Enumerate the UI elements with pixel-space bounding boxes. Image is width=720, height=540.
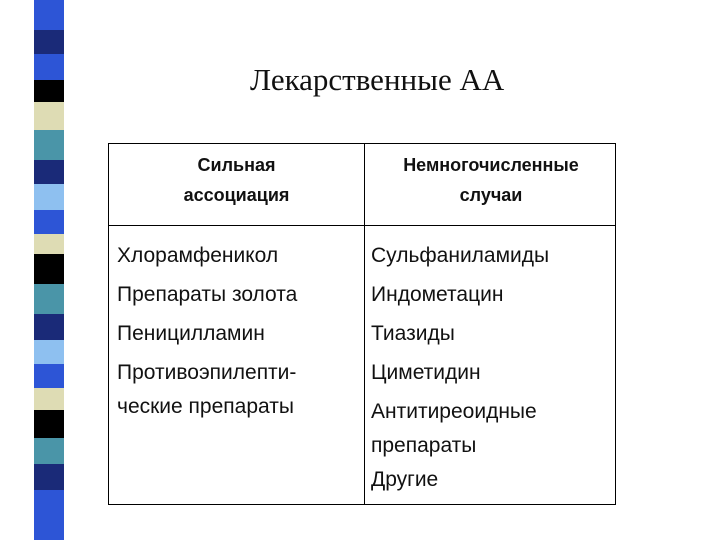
list-item: Противоэпилепти- (117, 361, 297, 384)
stripe-segment (34, 160, 64, 184)
stripe-segment (34, 102, 64, 130)
header-right-line-1: Немногочисленные (403, 155, 579, 175)
stripe-segment (34, 490, 64, 520)
header-left-line-2: ассоциация (183, 185, 290, 205)
list-item: Антитиреоидные (371, 400, 537, 423)
stripe-segment (34, 184, 64, 210)
slide-title: Лекарственные АА (250, 62, 505, 97)
stripe-segment (34, 340, 64, 364)
stripe-segment (34, 254, 64, 284)
list-item: Препараты золота (117, 283, 298, 306)
list-item: Тиазиды (371, 322, 455, 345)
list-item: Пеницилламин (117, 322, 265, 345)
stripe-segment (34, 314, 64, 340)
list-item: препараты (371, 434, 477, 457)
header-right-line-2: случаи (459, 185, 523, 205)
list-item: Индометацин (371, 283, 504, 306)
stripe-segment (34, 520, 64, 540)
stripe-segment (34, 388, 64, 410)
stripe-segment (34, 410, 64, 438)
stripe-segment (34, 210, 64, 234)
stripe-segment (34, 284, 64, 314)
header-strong-association (109, 150, 364, 210)
stripe-segment (34, 464, 64, 490)
stripe-segment (34, 438, 64, 464)
stripe-segment (34, 54, 64, 80)
header-divider (109, 225, 615, 226)
strong-association-list (117, 236, 297, 426)
stripe-segment (34, 0, 64, 30)
list-item: Циметидин (371, 361, 481, 384)
header-few-cases (365, 150, 617, 210)
list-item: ческие препараты (117, 395, 294, 418)
stripe-segment (34, 364, 64, 388)
list-item: Сульфаниламиды (371, 244, 550, 267)
stripe-segment (34, 80, 64, 102)
decorative-stripe-bar (34, 0, 64, 540)
stripe-segment (34, 130, 64, 160)
stripe-segment (34, 30, 64, 54)
drug-association-table (108, 143, 616, 505)
header-left-line-1: Сильная (197, 155, 276, 175)
stripe-segment (34, 234, 64, 254)
few-cases-list (371, 236, 549, 499)
list-item: Хлорамфеникол (117, 244, 279, 267)
list-item: Другие (371, 468, 439, 491)
